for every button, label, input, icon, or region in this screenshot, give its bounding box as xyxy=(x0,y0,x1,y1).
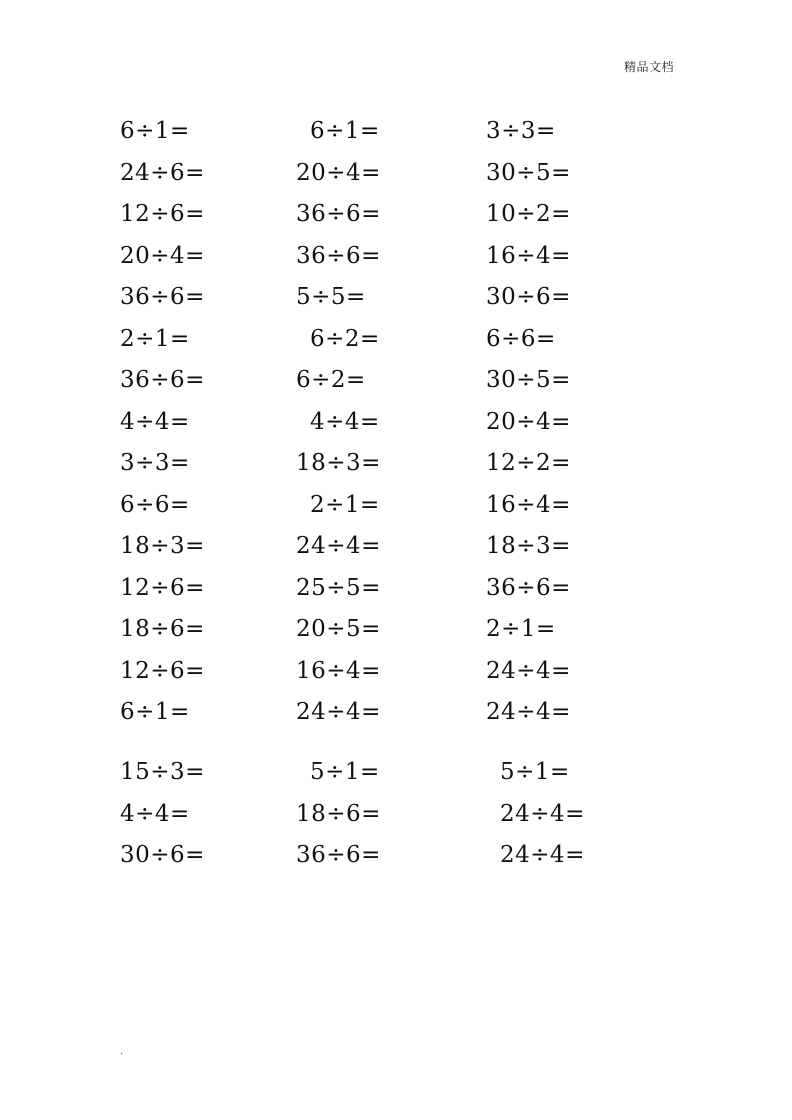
problem-row xyxy=(0,281,792,313)
problem: 24÷6= xyxy=(120,160,205,186)
footer-mark: . xyxy=(120,1046,124,1057)
problem: 15÷3= xyxy=(120,759,205,785)
problem-row xyxy=(0,406,792,438)
problem: 20÷4= xyxy=(486,409,571,435)
problem: 12÷6= xyxy=(120,658,205,684)
problem: 36÷6= xyxy=(296,201,381,227)
problem: 12÷2= xyxy=(486,450,571,476)
problem-row xyxy=(0,530,792,562)
problem: 24÷4= xyxy=(500,801,585,827)
problem: 16÷4= xyxy=(486,492,571,518)
problem: 6÷2= xyxy=(296,367,366,393)
problem: 16÷4= xyxy=(486,243,571,269)
problem: 18÷6= xyxy=(296,801,381,827)
problem: 36÷6= xyxy=(486,575,571,601)
problem-row xyxy=(0,364,792,396)
problem: 12÷6= xyxy=(120,575,205,601)
problem-row xyxy=(0,756,792,788)
problem: 20÷4= xyxy=(120,243,205,269)
page-header-label: 精品文档 xyxy=(624,60,675,74)
problem: 36÷6= xyxy=(296,243,381,269)
problem: 18÷3= xyxy=(120,533,205,559)
problem: 18÷3= xyxy=(296,450,381,476)
problem: 6÷6= xyxy=(486,326,556,352)
problem: 36÷6= xyxy=(120,367,205,393)
problem: 18÷6= xyxy=(120,616,205,642)
problem: 2÷1= xyxy=(486,616,556,642)
problem: 4÷4= xyxy=(120,409,190,435)
problem: 36÷6= xyxy=(120,284,205,310)
problem: 4÷4= xyxy=(310,409,380,435)
problem-row xyxy=(0,115,792,147)
problem-row xyxy=(0,572,792,604)
problem: 2÷1= xyxy=(310,492,380,518)
problem-row xyxy=(0,240,792,272)
problem: 16÷4= xyxy=(296,658,381,684)
problem: 2÷1= xyxy=(120,326,190,352)
problem: 6÷6= xyxy=(120,492,190,518)
problem-row xyxy=(0,655,792,687)
problem-row xyxy=(0,198,792,230)
problem: 20÷4= xyxy=(296,160,381,186)
problem: 10÷2= xyxy=(486,201,571,227)
problem: 4÷4= xyxy=(120,801,190,827)
problem: 3÷3= xyxy=(120,450,190,476)
problem: 30÷5= xyxy=(486,160,571,186)
problem-row xyxy=(0,157,792,189)
problem-row xyxy=(0,613,792,645)
problem: 5÷5= xyxy=(296,284,366,310)
problem: 24÷4= xyxy=(486,699,571,725)
problem: 30÷6= xyxy=(486,284,571,310)
problem-row xyxy=(0,447,792,479)
problem: 36÷6= xyxy=(296,842,381,868)
problem: 25÷5= xyxy=(296,575,381,601)
problem-row xyxy=(0,839,792,871)
problem-row xyxy=(0,798,792,830)
problem: 24÷4= xyxy=(500,842,585,868)
problem-row xyxy=(0,489,792,521)
problem: 3÷3= xyxy=(486,118,556,144)
problem: 12÷6= xyxy=(120,201,205,227)
problem: 6÷1= xyxy=(120,118,190,144)
problem: 5÷1= xyxy=(310,759,380,785)
problem: 6÷1= xyxy=(120,699,190,725)
problem: 30÷6= xyxy=(120,842,205,868)
problem-row xyxy=(0,323,792,355)
problem-row xyxy=(0,696,792,728)
problem: 24÷4= xyxy=(296,533,381,559)
problem: 6÷1= xyxy=(310,118,380,144)
problem: 18÷3= xyxy=(486,533,571,559)
problem: 24÷4= xyxy=(296,699,381,725)
problem: 6÷2= xyxy=(310,326,380,352)
problem: 24÷4= xyxy=(486,658,571,684)
problem: 5÷1= xyxy=(500,759,570,785)
problem: 30÷5= xyxy=(486,367,571,393)
problem: 20÷5= xyxy=(296,616,381,642)
